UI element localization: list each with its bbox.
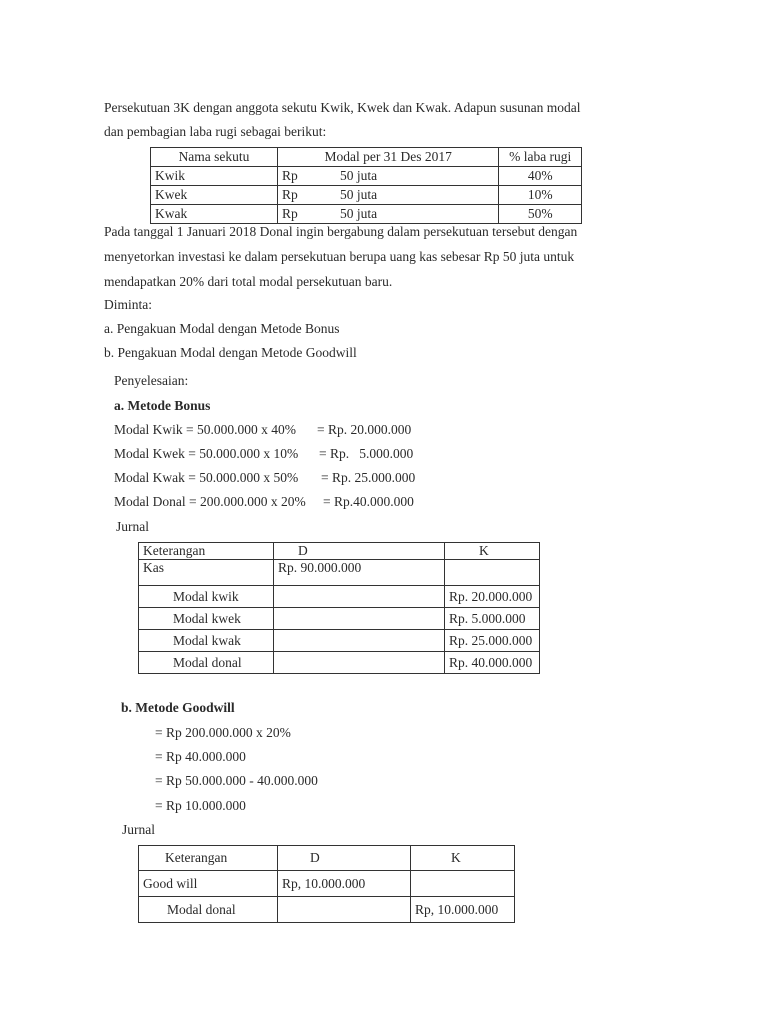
currency: Rp <box>278 205 337 224</box>
case-line-3: mendapatkan 20% dari total modal persekutuan baru. <box>104 274 393 289</box>
journal-desc: Modal donal <box>139 897 278 923</box>
question-a: a. Pengakuan Modal dengan Metode Bonus <box>104 321 340 336</box>
table-row <box>151 167 582 186</box>
journal-debit <box>278 897 411 923</box>
journal-debit <box>274 586 445 608</box>
currency: Rp <box>278 186 337 205</box>
amount: 50 juta <box>336 167 499 186</box>
table-row <box>139 652 540 674</box>
case-line-2: menyetorkan investasi ke dalam persekutuan berupa uang kas sebesar Rp 50 juta untuk <box>104 249 575 264</box>
profit-share: 40% <box>499 167 582 186</box>
column-header: Nama sekutu <box>151 148 278 167</box>
asked-label: Diminta: <box>104 297 152 312</box>
question-b: b. Pengakuan Modal dengan Metode Goodwill <box>104 345 357 360</box>
table-row <box>139 608 540 630</box>
column-header: K <box>411 846 515 871</box>
journal-label-2: Jurnal <box>122 822 155 837</box>
column-header: % laba rugi <box>499 148 582 167</box>
journal-debit <box>274 630 445 652</box>
journal-desc: Modal donal <box>139 652 274 674</box>
table-row <box>139 586 540 608</box>
column-header: D <box>278 846 411 871</box>
bonus-calc-left: Modal Donal = 200.000.000 x 20% <box>114 494 306 509</box>
bonus-calc-right: = Rp. 20.000.000 <box>317 422 412 437</box>
bonus-calc-right: = Rp. 25.000.000 <box>321 470 416 485</box>
journal-credit: Rp. 25.000.000 <box>445 630 540 652</box>
bonus-title: a. Metode Bonus <box>114 398 211 413</box>
goodwill-calc: = Rp 200.000.000 x 20% <box>155 725 291 740</box>
column-header: D <box>274 543 445 560</box>
partner-name: Kwik <box>151 167 278 186</box>
profit-share: 50% <box>499 205 582 224</box>
profit-share: 10% <box>499 186 582 205</box>
goodwill-calc: = Rp 10.000.000 <box>155 798 246 813</box>
bonus-calc-left: Modal Kwak = 50.000.000 x 50% <box>114 470 299 485</box>
table-header-row <box>151 148 582 167</box>
partners-table <box>150 147 582 224</box>
table-header-row <box>139 846 515 871</box>
bonus-calc-left: Modal Kwik = 50.000.000 x 40% <box>114 422 296 437</box>
goodwill-title: b. Metode Goodwill <box>121 700 235 715</box>
journal-debit: Rp, 10.000.000 <box>278 871 411 897</box>
bonus-calc-right: = Rp.40.000.000 <box>323 494 414 509</box>
journal-debit: Rp. 90.000.000 <box>274 560 445 586</box>
case-line-1: Pada tanggal 1 Januari 2018 Donal ingin bergabung dalam persekutuan tersebut dengan <box>104 224 578 239</box>
table-row <box>151 205 582 224</box>
journal-debit <box>274 652 445 674</box>
table-row <box>139 871 515 897</box>
table-row <box>139 560 540 586</box>
intro-line-2: dan pembagian laba rugi sebagai berikut: <box>104 124 327 139</box>
journal-desc: Kas <box>139 560 274 586</box>
table-row <box>151 186 582 205</box>
partner-name: Kwek <box>151 186 278 205</box>
partner-name: Kwak <box>151 205 278 224</box>
journal-label: Jurnal <box>116 519 149 534</box>
journal-credit <box>445 560 540 586</box>
column-header: K <box>445 543 540 560</box>
journal-credit: Rp. 20.000.000 <box>445 586 540 608</box>
column-header: Keterangan <box>139 846 278 871</box>
journal-desc: Modal kwak <box>139 630 274 652</box>
bonus-calc-right: = Rp. 5.000.000 <box>319 446 414 461</box>
bonus-calc-left: Modal Kwek = 50.000.000 x 10% <box>114 446 299 461</box>
column-header: Keterangan <box>139 543 274 560</box>
journal-desc: Modal kwik <box>139 586 274 608</box>
journal-desc: Modal kwek <box>139 608 274 630</box>
journal-credit: Rp, 10.000.000 <box>411 897 515 923</box>
currency: Rp <box>278 167 337 186</box>
journal-credit <box>411 871 515 897</box>
journal-credit: Rp. 5.000.000 <box>445 608 540 630</box>
column-header: Modal per 31 Des 2017 <box>278 148 499 167</box>
table-row <box>139 897 515 923</box>
goodwill-journal-table <box>138 845 515 923</box>
amount: 50 juta <box>336 186 499 205</box>
goodwill-calc: = Rp 50.000.000 - 40.000.000 <box>155 773 318 788</box>
bonus-journal-table <box>138 542 540 674</box>
table-row <box>139 630 540 652</box>
intro-line-1: Persekutuan 3K dengan anggota sekutu Kwik, Kwek dan Kwak. Adapun susunan modal <box>104 100 581 115</box>
solution-heading: Penyelesaian: <box>114 373 189 388</box>
journal-debit <box>274 608 445 630</box>
journal-desc: Good will <box>139 871 278 897</box>
goodwill-calc: = Rp 40.000.000 <box>155 749 246 764</box>
table-header-row <box>139 543 540 560</box>
journal-credit: Rp. 40.000.000 <box>445 652 540 674</box>
amount: 50 juta <box>336 205 499 224</box>
